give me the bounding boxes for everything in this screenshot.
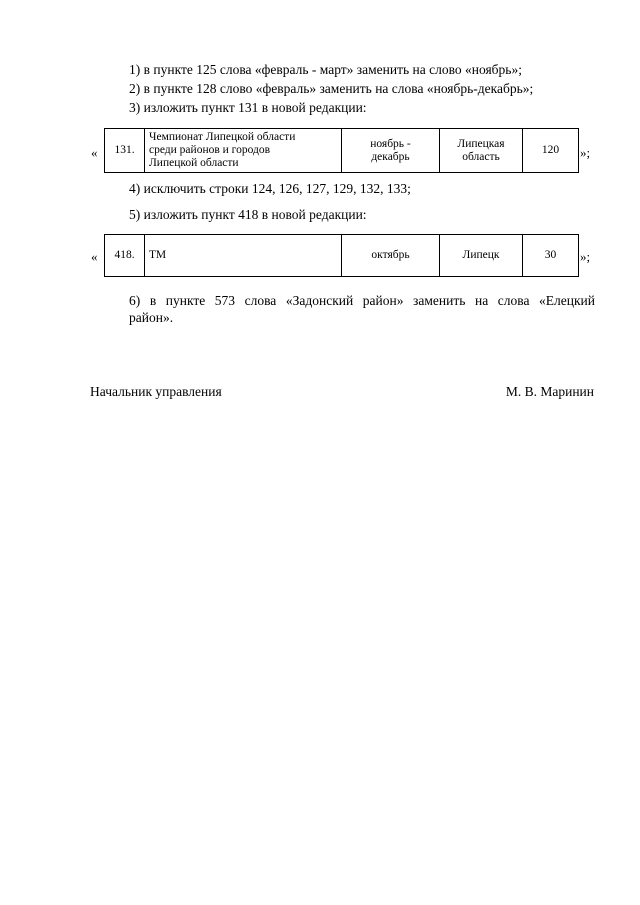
table-row-131 [104,128,579,173]
event-name-cell: ТМ [145,235,342,277]
table2-close-quote: »; [580,249,591,264]
item-3: 3) изложить пункт 131 в новой редакции: [129,100,367,115]
row-number-cell: 418. [105,235,145,277]
item-4: 4) исключить строки 124, 126, 127, 129, 132, 133; [129,181,411,196]
table1-open-quote: « [91,145,98,160]
place-cell: Липецк [440,235,523,277]
place-cell [440,129,523,173]
event-name-line-2: среди районов и городов [149,144,271,156]
event-name-line-1: Чемпионат Липецкой области [149,131,296,143]
place-line-1: Липецкая [457,137,505,150]
period-line-1: ноябрь - [370,137,411,150]
item-2: 2) в пункте 128 слово «февраль» заменить на слова «ноябрь-декабрь»; [129,81,534,96]
item-6-line-2: район». [129,310,174,325]
table1-close-quote: »; [580,145,591,160]
participants-cell: 30 [523,235,579,277]
item-6-line-1: 6) в пункте 573 слова «Задонский район» заменить на слова «Елецкий [129,293,595,308]
signature-position: Начальник управления [90,384,222,399]
table2-open-quote: « [91,249,98,264]
event-name-line-3: Липецкой области [149,157,239,169]
period-cell: октябрь [342,235,440,277]
period-cell [342,129,440,173]
period-line-2: декабрь [371,150,410,163]
signature-name: М. В. Маринин [505,384,594,399]
item-5: 5) изложить пункт 418 в новой редакции: [129,207,367,222]
place-line-2: область [462,150,500,163]
row-number-cell: 131. [105,129,145,173]
item-6 [90,292,595,326]
item-1: 1) в пункте 125 слова «февраль - март» заменить на слово «ноябрь»; [129,62,522,77]
event-name-cell [145,129,342,173]
table-row-418 [104,234,579,277]
participants-cell: 120 [523,129,579,173]
